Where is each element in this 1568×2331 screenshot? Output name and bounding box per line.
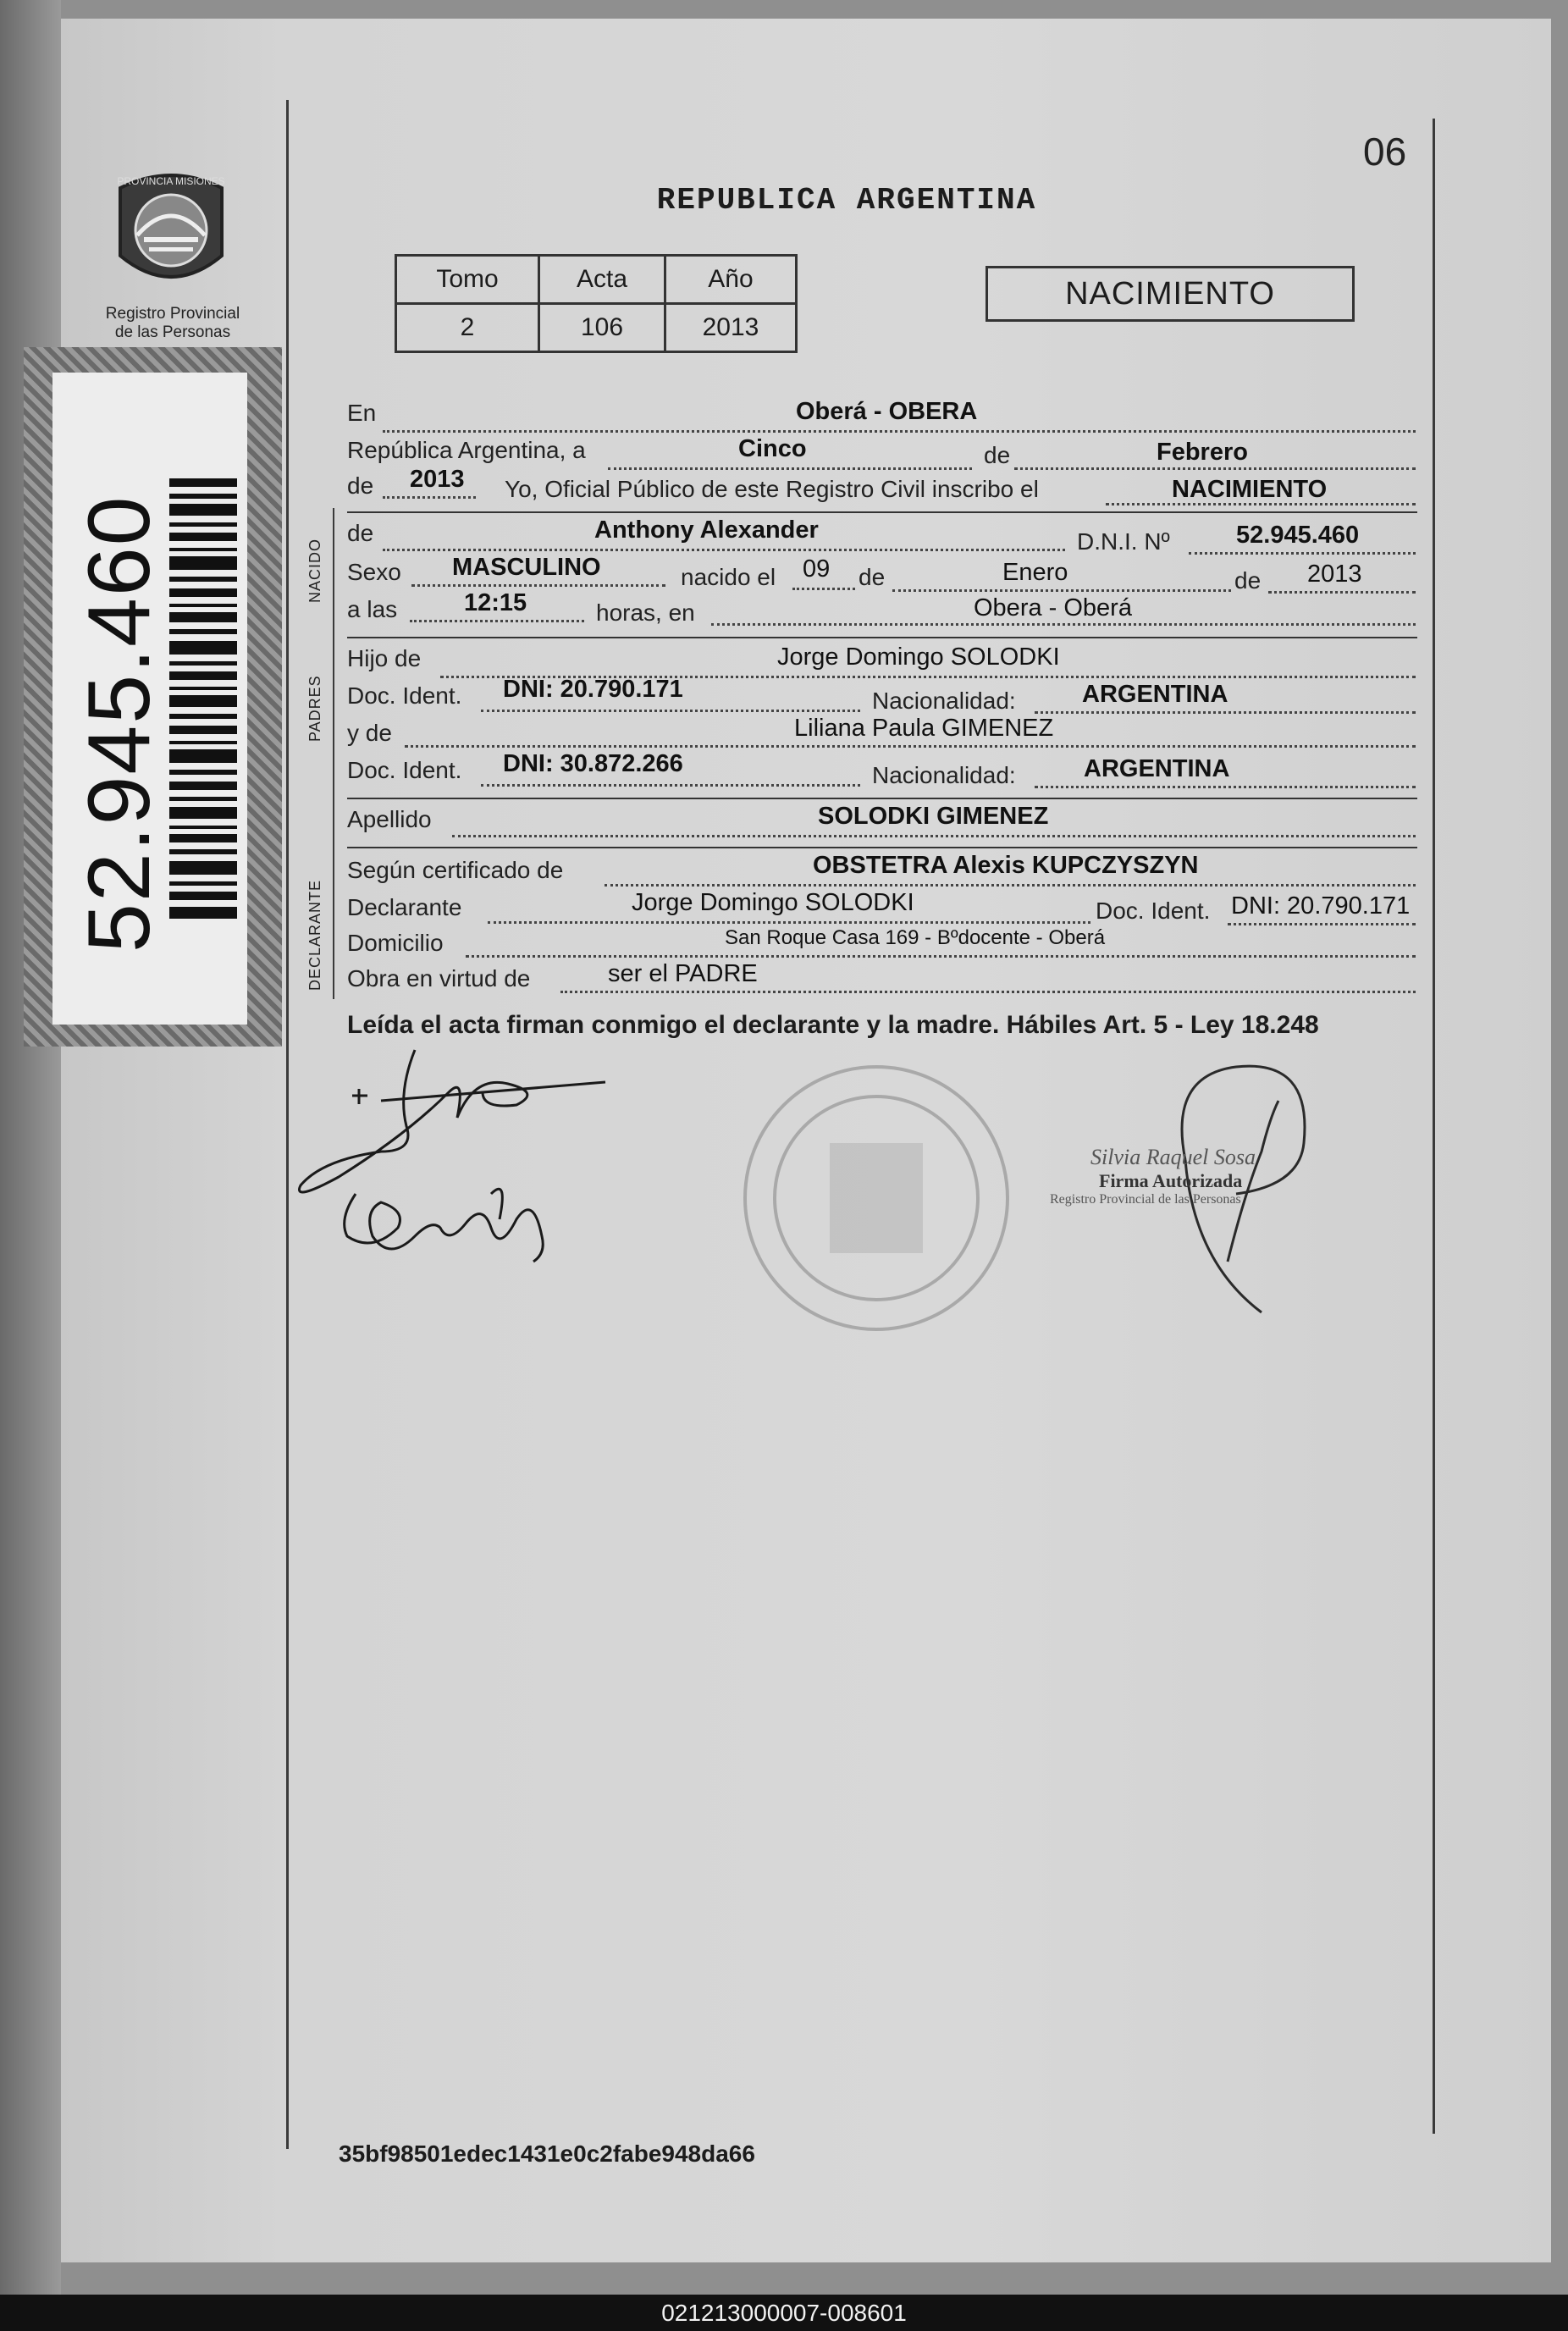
- register-value-row: [396, 304, 797, 352]
- signer-name: Silvia Raquel Sosa: [1090, 1145, 1256, 1169]
- register-value-anio: 2013: [665, 304, 797, 352]
- declarant-signature-icon: [299, 1050, 605, 1192]
- declarante-value: Jorge Domingo SOLODKI: [632, 889, 914, 916]
- decl-doc-value: DNI: 20.790.171: [1231, 892, 1411, 920]
- hora-line: [410, 620, 584, 622]
- decl-docident-label: Doc. Ident.: [1096, 898, 1211, 924]
- domicilio-line: [466, 955, 1416, 958]
- dni-value: 52.945.460: [1236, 522, 1360, 549]
- padre-docident-label: Doc. Ident.: [347, 682, 462, 709]
- sexo-value: MASCULINO: [452, 554, 601, 581]
- page-number: 06: [1363, 130, 1407, 174]
- segun-value: OBSTETRA Alexis KUPCZYSZYN: [813, 852, 1199, 879]
- dia-value: Cinco: [738, 435, 807, 462]
- signatures-area: [288, 1025, 1389, 1414]
- inscribo-value: NACIMIENTO: [1172, 476, 1328, 503]
- registry-caption-line1: Registro Provincial: [105, 305, 240, 323]
- en-label: En: [347, 400, 377, 426]
- domicilio-value: San Roque Casa 169 - Bºdocente - Oberá: [725, 926, 1106, 949]
- book-edge: [0, 0, 61, 2295]
- separator-after-nacido: [347, 637, 1417, 638]
- decl-doc-line: [1228, 923, 1416, 925]
- declarante-label: Declarante: [347, 894, 462, 920]
- nacanio-value: 2013: [1307, 561, 1362, 588]
- apellido-value: SOLODKI GIMENEZ: [818, 803, 1049, 830]
- register-value-tomo: 2: [396, 304, 539, 352]
- madre-value: Liliana Paula GIMENEZ: [794, 715, 1054, 742]
- padre-nac-line: [1035, 711, 1416, 714]
- segun-line: [605, 884, 1416, 887]
- dia-line: [608, 467, 972, 470]
- madre-nacionalidad-label: Nacionalidad:: [872, 762, 1016, 788]
- apellido-line: [452, 835, 1416, 837]
- closing-statement: Leída el acta firman conmigo el declarante y la madre. Hábiles Art. 5 - Ley 18.248: [347, 1011, 1319, 1039]
- section-label-declarante: DECLARANTE: [306, 879, 323, 991]
- mes-line: [1014, 467, 1416, 470]
- official-stamp-icon: [745, 1067, 1008, 1329]
- de-label-2: de: [347, 472, 374, 499]
- padre-doc-value: DNI: 20.790.171: [503, 676, 683, 703]
- id-sticker-number: 52.945.460: [70, 494, 168, 953]
- separator-after-apellido: [347, 847, 1417, 848]
- dni-label: D.N.I. Nº: [1077, 528, 1170, 555]
- nacdia-line: [792, 588, 855, 590]
- padre-nacionalidad-label: Nacionalidad:: [872, 688, 1016, 714]
- nacdia-value: 09: [803, 555, 831, 583]
- mes-value: Febrero: [1157, 439, 1248, 466]
- record-type-box: NACIMIENTO: [986, 266, 1355, 322]
- domicilio-label: Domicilio: [347, 930, 444, 956]
- separator-after-header: [347, 511, 1417, 513]
- nacanio-line: [1268, 591, 1416, 594]
- nombre-line: [383, 549, 1065, 551]
- alas-label: a las: [347, 596, 398, 622]
- right-margin-rule: [1433, 119, 1435, 2134]
- nac-de-label-2: de: [1234, 567, 1262, 594]
- nac-de-label-1: de: [859, 564, 886, 590]
- de-label-1: de: [984, 442, 1011, 468]
- authorized-signature-caption: [1050, 1145, 1256, 1207]
- document-hash: 35bf98501edec1431e0c2fabe948da66: [339, 2140, 755, 2167]
- nacmes-value: Enero: [1002, 559, 1068, 586]
- obra-label: Obra en virtud de: [347, 965, 531, 992]
- horas-label: horas, en: [596, 599, 695, 626]
- apellido-label: Apellido: [347, 806, 432, 832]
- madre-nac-value: ARGENTINA: [1084, 755, 1230, 782]
- madre-nac-line: [1035, 786, 1416, 788]
- madre-doc-line: [481, 784, 860, 787]
- register-header-anio: Año: [665, 256, 797, 304]
- register-header-tomo: Tomo: [396, 256, 539, 304]
- republica-label: República Argentina, a: [347, 437, 586, 463]
- section-label-nacido: NACIDO: [306, 538, 323, 603]
- register-table: [395, 254, 798, 353]
- declarante-line: [488, 921, 1090, 924]
- anio-value: 2013: [410, 466, 465, 493]
- footer-id: 021213000007-008601: [0, 2295, 1568, 2331]
- padre-doc-line: [481, 710, 860, 712]
- lugar-line: [711, 623, 1416, 626]
- obra-value: ser el PADRE: [608, 960, 758, 987]
- hora-value: 12:15: [464, 589, 527, 616]
- yde-label: y de: [347, 720, 392, 746]
- document-title: REPUBLICA ARGENTINA: [656, 183, 1037, 218]
- nombre-label: de: [347, 520, 374, 546]
- obra-line: [560, 991, 1416, 993]
- en-value: Oberá - OBERA: [796, 398, 978, 425]
- madre-docident-label: Doc. Ident.: [347, 757, 462, 783]
- en-line: [383, 430, 1416, 433]
- anio-line: [383, 496, 476, 499]
- signer-role: Firma Autorizada: [1099, 1170, 1243, 1191]
- signer-org: Registro Provincial de las Personas: [1050, 1192, 1241, 1207]
- sexo-label: Sexo: [347, 559, 401, 585]
- section-rule: [333, 508, 334, 999]
- oficial-text: Yo, Oficial Público de este Registro Civil inscribo el: [505, 476, 1039, 502]
- registry-caption: [80, 305, 266, 342]
- padre-nac-value: ARGENTINA: [1082, 681, 1228, 708]
- separator-after-padres: [347, 798, 1417, 799]
- barcode-icon: [169, 478, 237, 919]
- hijo-label: Hijo de: [347, 645, 422, 671]
- nacmes-line: [892, 589, 1231, 592]
- section-label-padres: PADRES: [306, 675, 323, 742]
- nombre-value: Anthony Alexander: [594, 516, 819, 544]
- madre-line: [405, 745, 1416, 748]
- register-header-row: [396, 256, 797, 304]
- madre-doc-value: DNI: 30.872.266: [503, 750, 683, 777]
- lugar-value: Obera - Oberá: [974, 594, 1132, 621]
- nacido-label: nacido el: [681, 564, 776, 590]
- seal-text: PROVINCIA MISIONES: [117, 175, 225, 187]
- dni-line: [1189, 552, 1416, 555]
- mother-signature-icon: [345, 1189, 544, 1262]
- segun-label: Según certificado de: [347, 857, 564, 883]
- padre-value: Jorge Domingo SOLODKI: [777, 644, 1060, 671]
- registry-caption-line2: de las Personas: [114, 323, 231, 341]
- register-header-acta: Acta: [539, 256, 665, 304]
- register-value-acta: 106: [539, 304, 665, 352]
- sexo-line: [411, 584, 665, 587]
